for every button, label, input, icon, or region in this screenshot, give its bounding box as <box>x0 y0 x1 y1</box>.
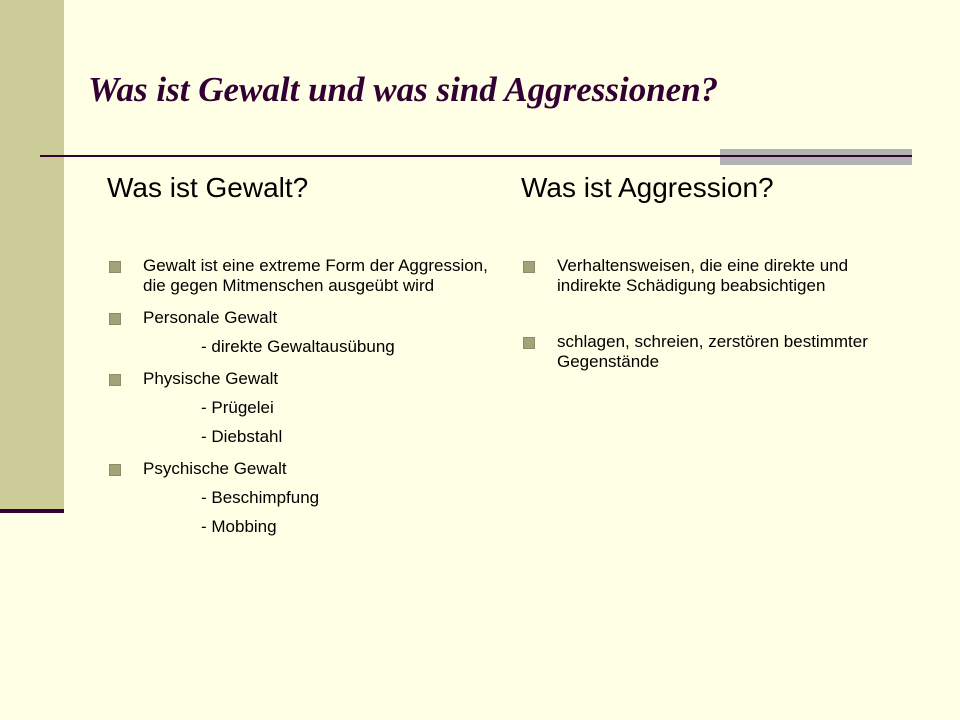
title-divider-accent <box>720 149 912 165</box>
sub-item <box>107 398 497 418</box>
sub-item-text: - Mobbing <box>201 517 277 536</box>
bullet-item <box>521 332 901 372</box>
bullet-item <box>521 256 901 296</box>
bullet-text: Gewalt ist eine extreme Form der Aggression, die gegen Mitmenschen ausgeübt wird <box>143 256 488 295</box>
left-column-heading: Was ist Gewalt? <box>107 172 309 203</box>
sub-item-text: - Beschimpfung <box>201 488 320 507</box>
right-bullet-list <box>521 256 901 372</box>
side-band-decoration <box>0 0 64 510</box>
sub-item-text: - Diebstahl <box>201 427 283 446</box>
bullet-text: Psychische Gewalt <box>143 459 287 478</box>
sub-item-text: - Prügelei <box>201 398 274 417</box>
square-bullet-icon <box>523 337 535 349</box>
square-bullet-icon <box>109 374 121 386</box>
bullet-item <box>107 369 497 389</box>
bullet-text: Verhaltensweisen, die eine direkte und indirekte Schädigung beabsichtigen <box>557 256 849 295</box>
bullet-text: Physische Gewalt <box>143 369 279 388</box>
side-band-underline <box>0 509 64 513</box>
square-bullet-icon <box>109 261 121 273</box>
slide-title: Was ist Gewalt und was sind Aggressionen? <box>88 70 719 109</box>
left-bullet-list <box>107 256 497 537</box>
square-bullet-icon <box>109 464 121 476</box>
bullet-text: schlagen, schreien, zerstören bestimmter Gegenstände <box>557 332 868 371</box>
right-column-heading: Was ist Aggression? <box>521 172 774 203</box>
sub-item-text: - direkte Gewaltausübung <box>201 337 395 356</box>
bullet-item <box>107 308 497 328</box>
square-bullet-icon <box>523 261 535 273</box>
sub-item <box>107 517 497 537</box>
title-divider-accent-line <box>720 155 912 157</box>
sub-item <box>107 488 497 508</box>
bullet-text: Personale Gewalt <box>143 308 278 327</box>
bullet-item <box>107 459 497 479</box>
sub-item <box>107 427 497 447</box>
square-bullet-icon <box>109 313 121 325</box>
bullet-item <box>107 256 497 296</box>
sub-item <box>107 337 497 357</box>
